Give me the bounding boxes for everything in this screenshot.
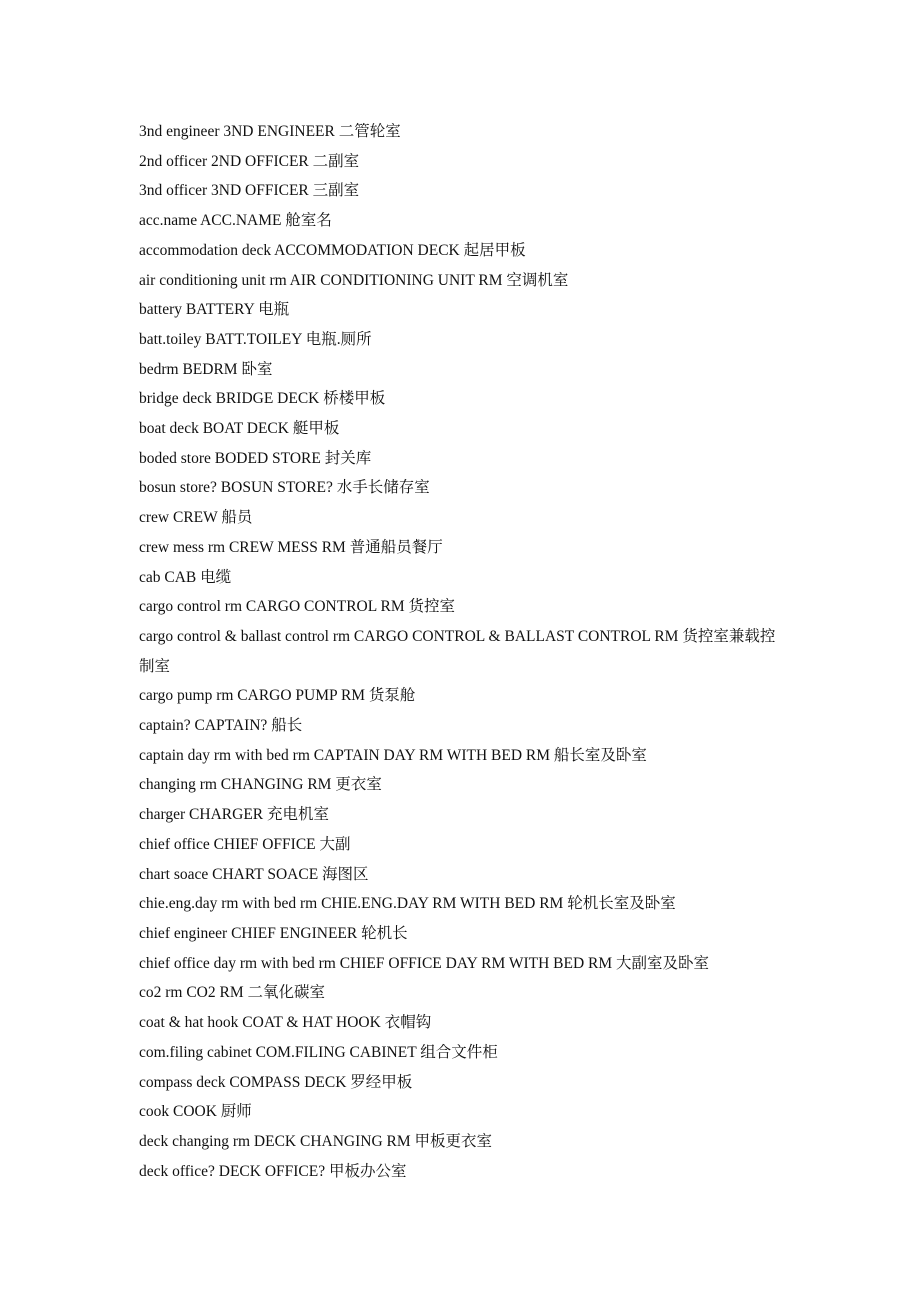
glossary-entry: 3nd officer 3ND OFFICER 三副室 <box>139 182 360 200</box>
glossary-entry: compass deck COMPASS DECK 罗经甲板 <box>139 1073 413 1091</box>
glossary-entry: acc.name ACC.NAME 舱室名 <box>139 212 332 230</box>
glossary-entry: bosun store? BOSUN STORE? 水手长储存室 <box>139 479 430 497</box>
glossary-entry: deck changing rm DECK CHANGING RM 甲板更衣室 <box>139 1132 493 1150</box>
glossary-entry: battery BATTERY 电瓶 <box>139 301 290 319</box>
glossary-entry: coat & hat hook COAT & HAT HOOK 衣帽钩 <box>139 1014 432 1032</box>
glossary-entry: cab CAB 电缆 <box>139 568 232 586</box>
glossary-entry: boded store BODED STORE 封关库 <box>139 449 372 467</box>
glossary-entry: cargo pump rm CARGO PUMP RM 货泵舱 <box>139 687 416 705</box>
glossary-entry: boat deck BOAT DECK 艇甲板 <box>139 420 340 438</box>
glossary-entry: chief engineer CHIEF ENGINEER 轮机长 <box>139 924 408 942</box>
glossary-entry: crew mess rm CREW MESS RM 普通船员餐厅 <box>139 538 443 556</box>
glossary-entry: co2 rm CO2 RM 二氧化碳室 <box>139 984 326 1002</box>
glossary-entry: batt.toiley BATT.TOILEY 电瓶.厕所 <box>139 330 372 348</box>
glossary-entry: 2nd officer 2ND OFFICER 二副室 <box>139 152 360 170</box>
glossary-entry: changing rm CHANGING RM 更衣室 <box>139 776 382 794</box>
glossary-entry: bridge deck BRIDGE DECK 桥楼甲板 <box>139 390 386 408</box>
glossary-entry: chief office CHIEF OFFICE 大副 <box>139 835 351 853</box>
glossary-entry: captain? CAPTAIN? 船长 <box>139 717 303 735</box>
glossary-entry: air conditioning unit rm AIR CONDITIONING UNIT RM 空调机室 <box>139 271 569 289</box>
glossary-entry: bedrm BEDRM 卧室 <box>139 360 273 378</box>
glossary-entry: com.filing cabinet COM.FILING CABINET 组合文件柜 <box>139 1043 498 1061</box>
glossary-entry: charger CHARGER 充电机室 <box>139 806 329 824</box>
glossary-entry: chart soace CHART SOACE 海图区 <box>139 865 369 883</box>
glossary-entry: chie.eng.day rm with bed rm CHIE.ENG.DAY RM WITH BED RM 轮机长室及卧室 <box>139 895 676 913</box>
glossary-entry: deck office? DECK OFFICE? 甲板办公室 <box>139 1162 407 1180</box>
glossary-entry: chief office day rm with bed rm CHIEF OFFICE DAY RM WITH BED RM 大副室及卧室 <box>139 954 710 972</box>
glossary-entry: captain day rm with bed rm CAPTAIN DAY RM WITH BED RM 船长室及卧室 <box>139 746 647 764</box>
glossary-entry: cook COOK 厨师 <box>139 1103 252 1121</box>
glossary-list <box>139 117 789 1186</box>
glossary-entry: 3nd engineer 3ND ENGINEER 二管轮室 <box>139 123 401 140</box>
glossary-entry: cargo control rm CARGO CONTROL RM 货控室 <box>139 598 456 616</box>
glossary-entry: cargo control & ballast control rm CARGO CONTROL & BALLAST CONTROL RM 货控室兼载控制室 <box>139 627 776 675</box>
glossary-entry: crew CREW 船员 <box>139 509 253 527</box>
glossary-entry: accommodation deck ACCOMMODATION DECK 起居甲板 <box>139 241 526 259</box>
